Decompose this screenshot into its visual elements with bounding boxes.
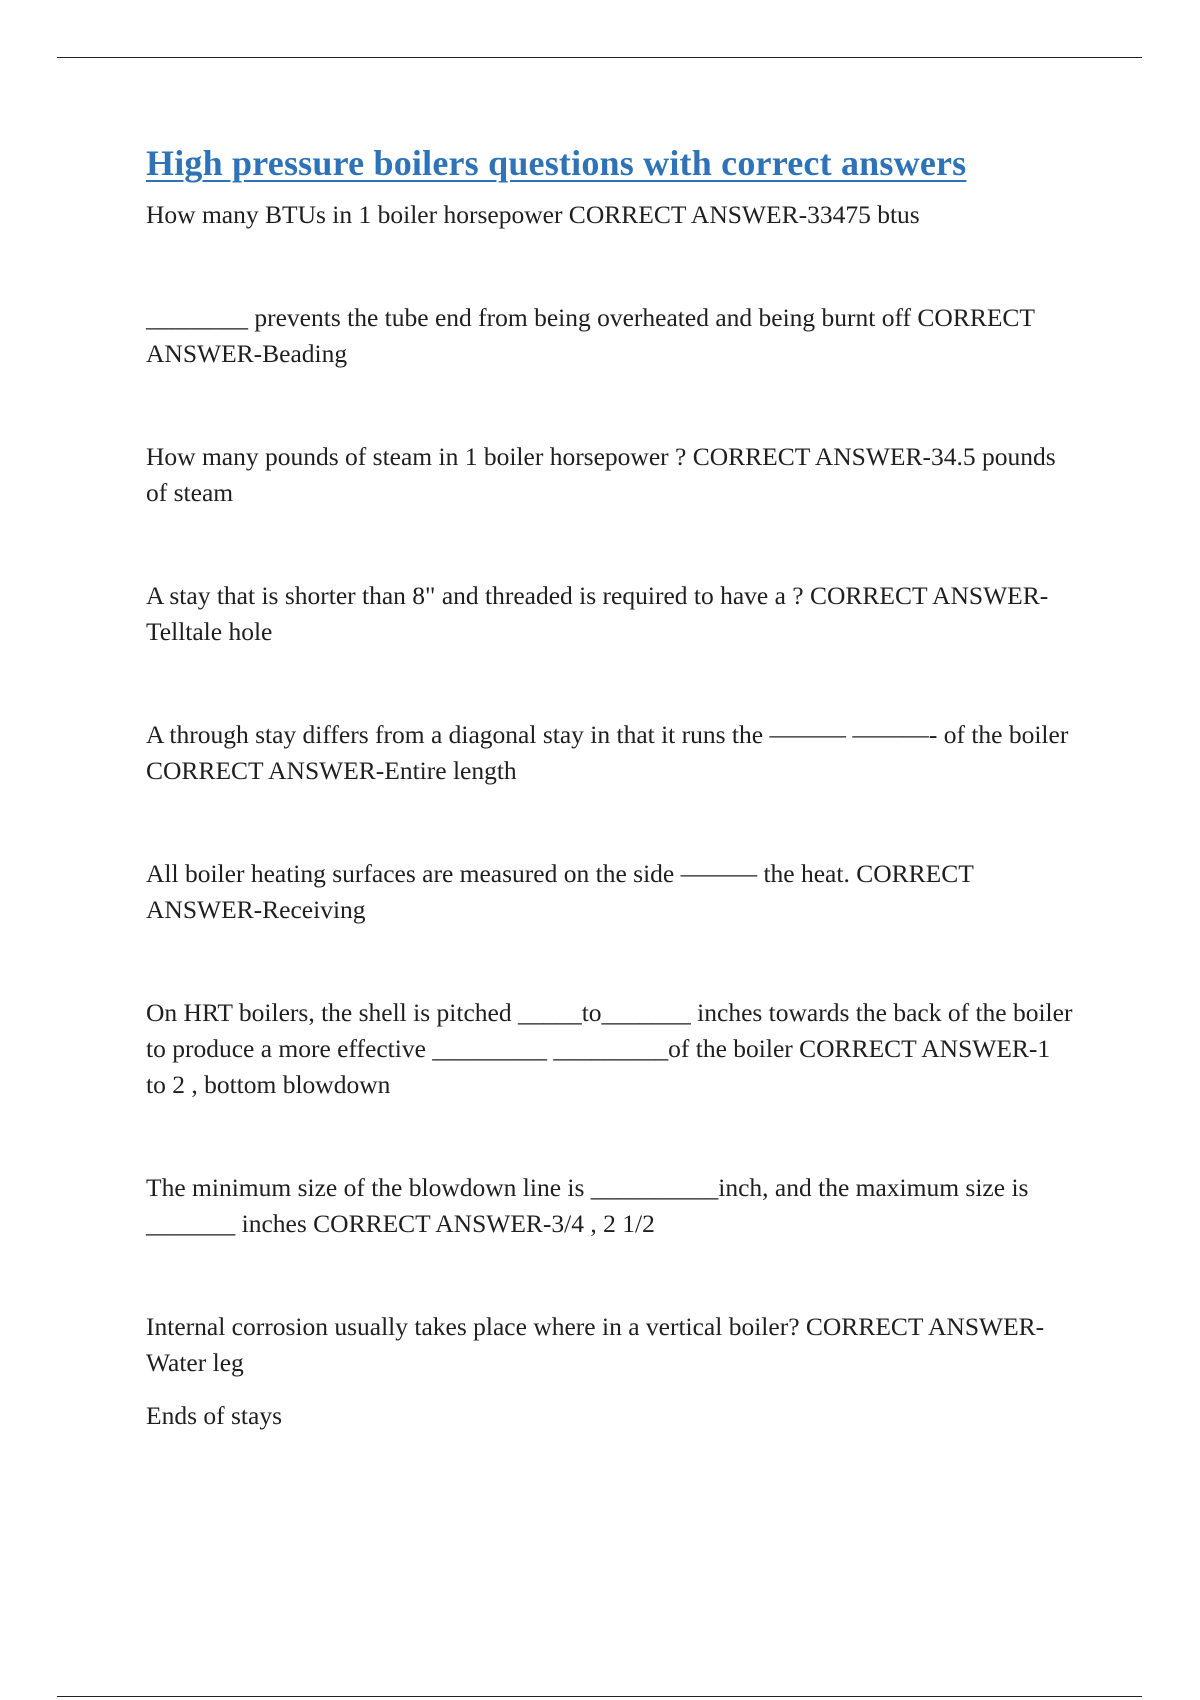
qa-entry-5: A through stay differs from a diagonal stay in that it runs the ——— ———- of the boiler CORRECT ANSWER-Entire length <box>146 719 1069 785</box>
header-rule <box>57 57 1142 58</box>
document-title: High pressure boilers questions with correct answers <box>146 143 967 183</box>
qa-entry-9: Internal corrosion usually takes place where in a vertical boiler? CORRECT ANSWER-Water leg <box>146 1311 1045 1377</box>
qa-entry-2: ________ prevents the tube end from being overheated and being burnt off CORRECT ANSWER-Beading <box>146 302 1035 368</box>
footer-rule <box>57 1696 1142 1697</box>
qa-entry-7: On HRT boilers, the shell is pitched _____to_______ inches towards the back of the boiler to produce a more effective _________ _________of the boiler CORRECT ANSWER-1 to 2 , bottom blowdown <box>146 997 1073 1099</box>
qa-entry-8: The minimum size of the blowdown line is __________inch, and the maximum size is _______ inches CORRECT ANSWER-3/4 , 2 1/2 <box>146 1172 1029 1238</box>
qa-entry-10: Ends of stays <box>146 1400 282 1430</box>
qa-entry-6: All boiler heating surfaces are measured on the side ——— the heat. CORRECT ANSWER-Receiving <box>146 858 974 924</box>
qa-entry-4: A stay that is shorter than 8" and threaded is required to have a ? CORRECT ANSWER-Telltale hole <box>146 580 1049 646</box>
document-body <box>146 140 1076 1434</box>
qa-entry-1: How many BTUs in 1 boiler horsepower CORRECT ANSWER-33475 btus <box>146 199 920 229</box>
qa-entry-3: How many pounds of steam in 1 boiler horsepower ? CORRECT ANSWER-34.5 pounds of steam <box>146 441 1056 507</box>
